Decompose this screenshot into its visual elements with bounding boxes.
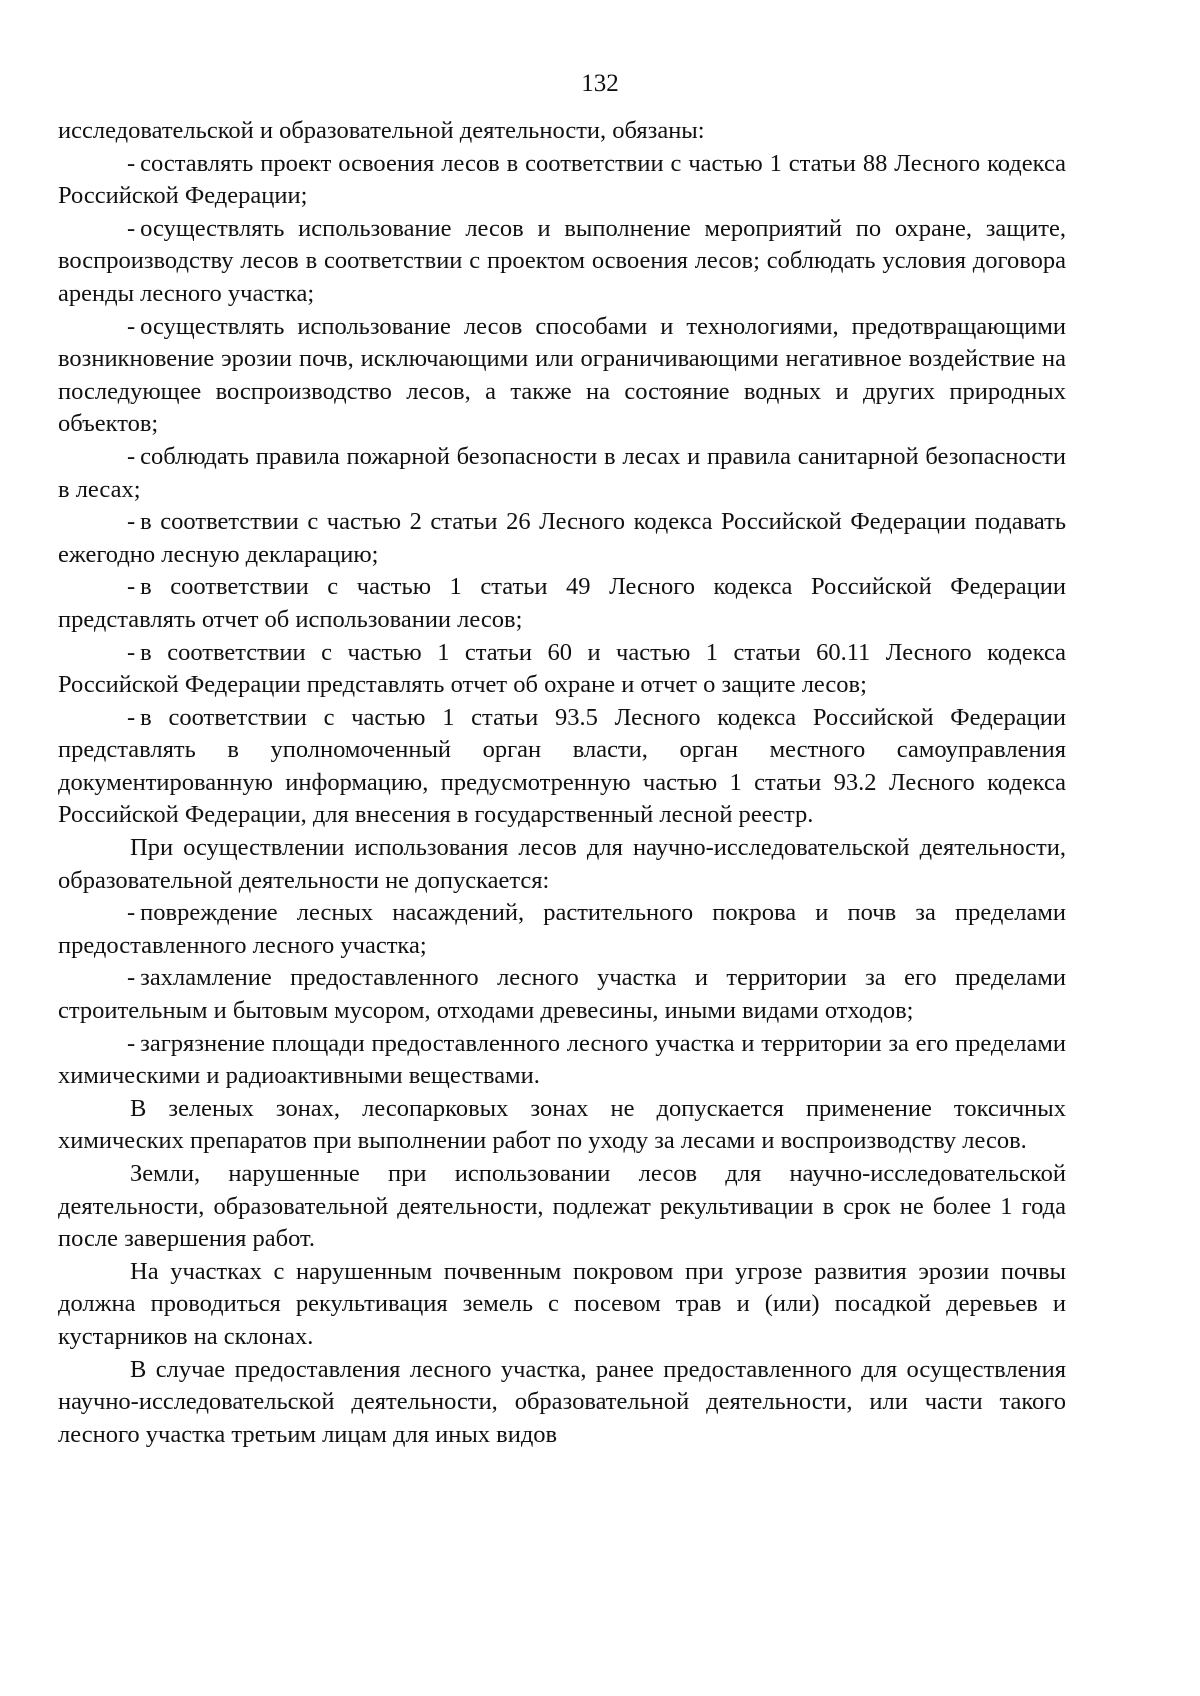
list-item-text: повреждение лесных насаждений, растительного покрова и почв за пределами предоставленного лесного участка; (58, 899, 1066, 959)
paragraph: В случае предоставления лесного участка, ранее предоставленного для осуществления научно-исследовательской деятельности, образовательной деятельности, или части такого лесного участка третьим лицам для иных видов (58, 1355, 1066, 1448)
list-item-marker: - (127, 573, 136, 601)
list-item (58, 311, 1066, 441)
paragraph: На участках с нарушенным почвенным покровом при угрозе развития эрозии почвы должна проводиться рекультивация земель с посевом трав и (или) посадкой деревьев и кустарников на склонах. (58, 1257, 1066, 1350)
list-item (58, 702, 1066, 832)
list-item-marker: - (127, 214, 136, 242)
list-item-text: осуществлять использование лесов способами и технологиями, предотвращающими возникновение эрозии почв, исключающими или ограничивающими негативное воздействие на последующее воспроизводство лесов, а также на состояние водных и других природных объектов; (58, 312, 1066, 438)
paragraph: При осуществлении использования лесов для научно-исследовательской деятельности, образовательной деятельности не допускается: (58, 834, 1066, 894)
list-item-marker: - (127, 638, 136, 666)
list-item-text: составлять проект освоения лесов в соответствии с частью 1 статьи 88 Лесного кодекса Российской Федерации; (58, 149, 1066, 210)
page-number: 132 (581, 70, 619, 97)
list-item (58, 962, 1066, 1027)
list-item-text: в соответствии с частью 1 статьи 93.5 Лесного кодекса Российской Федерации представлять в уполномоченный орган власти, орган местного самоуправления документированную информацию, предусмотренную частью 1 статьи 93.2 Лесного кодекса Российской Федерации, для внесения в государственный лесной реестр. (58, 703, 1066, 829)
list-item-marker: - (127, 312, 136, 340)
list-item-marker: - (127, 703, 136, 731)
list-item-marker: - (127, 1029, 136, 1057)
list-item (58, 506, 1066, 571)
list-item (58, 637, 1066, 702)
document-body (58, 115, 1066, 1451)
list-item-text: соблюдать правила пожарной безопасности в лесах и правила санитарной безопасности в лесах; (58, 442, 1066, 503)
list-item-text: в соответствии с частью 1 статьи 49 Лесного кодекса Российской Федерации представлять отчет об использовании лесов; (58, 573, 1066, 633)
list-item-text: в соответствии с частью 1 статьи 60 и частью 1 статьи 60.11 Лесного кодекса Российской Федерации представлять отчет об охране и отчет о защите лесов; (58, 638, 1066, 699)
paragraph: Земли, нарушенные при использовании лесов для научно-исследовательской деятельности, образовательной деятельности, подлежат рекультивации в срок не более 1 года после завершения работ. (58, 1160, 1066, 1253)
list-item-text: захламление предоставленного лесного участка и территории за его пределами строительным и бытовым мусором, отходами древесины, иными видами отходов; (58, 964, 1066, 1025)
list-item (58, 213, 1066, 311)
list-item (58, 441, 1066, 506)
list-item-marker: - (127, 964, 136, 992)
list-item-text: осуществлять использование лесов и выполнение мероприятий по охране, защите, воспроизводству лесов в соответствии с проектом освоения лесов; соблюдать условия договора аренды лесного участка; (58, 214, 1066, 307)
list-item-marker: - (127, 149, 136, 177)
continuation-paragraph: исследовательской и образовательной деятельности, обязаны: (58, 117, 705, 144)
list-item-text: загрязнение площади предоставленного лесного участка и территории за его пределами химическими и радиоактивными веществами. (58, 1029, 1066, 1090)
paragraph: В зеленых зонах, лесопарковых зонах не допускается применение токсичных химических препаратов при выполнении работ по уходу за лесами и воспроизводству лесов. (58, 1094, 1066, 1155)
list-item (58, 571, 1066, 636)
list-item-text: в соответствии с частью 2 статьи 26 Лесного кодекса Российской Федерации подавать ежегодно лесную декларацию; (58, 508, 1066, 568)
list-item (58, 1028, 1066, 1093)
list-item-marker: - (127, 442, 136, 470)
list-item (58, 897, 1066, 962)
list-item-marker: - (127, 899, 136, 927)
list-item (58, 148, 1066, 213)
list-item-marker: - (127, 508, 136, 536)
